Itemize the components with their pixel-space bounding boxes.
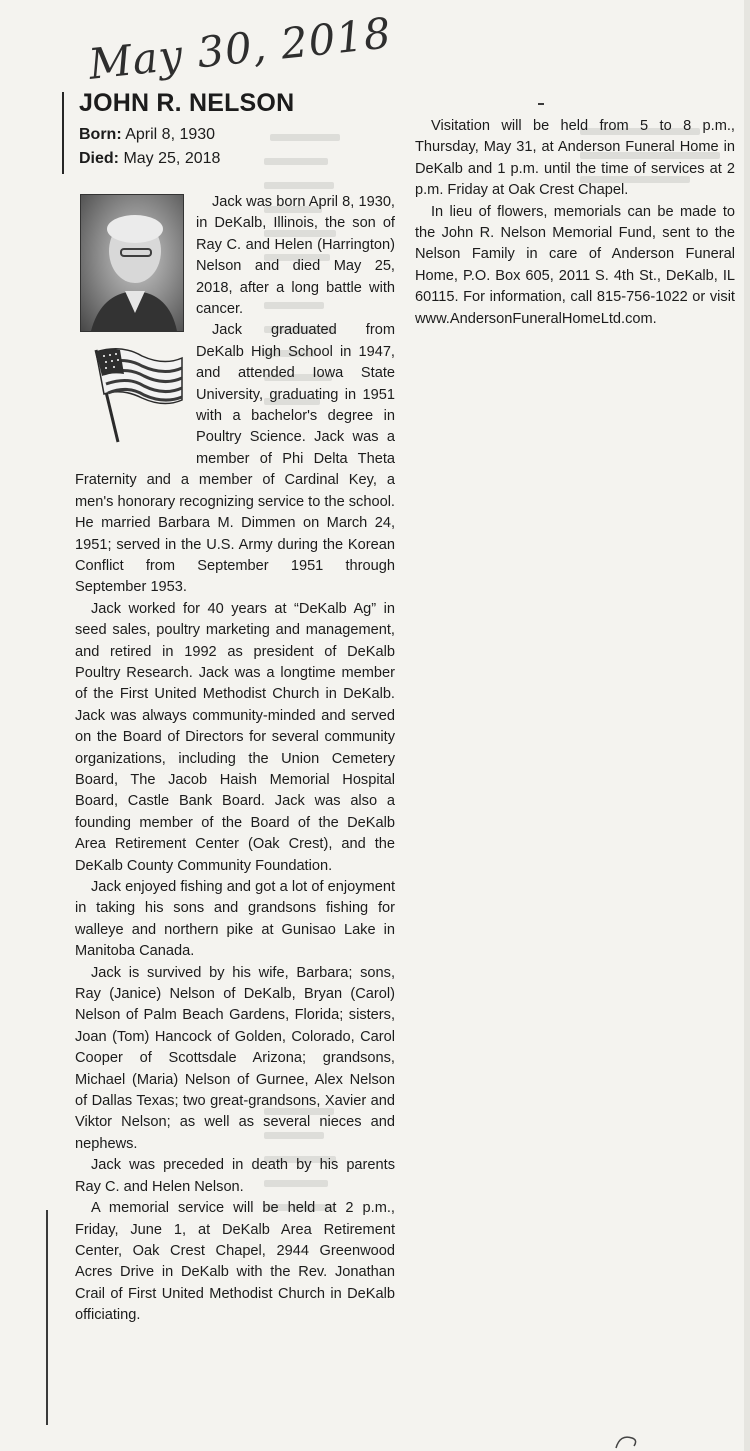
paragraph: Jack is survived by his wife, Barbara; sons, Ray (Janice) Nelson of DeKalb, Bryan (Carol) Nelson of Palm Beach Gardens, Florida; sisters, Joan (Tom) Hancock of Golden, Colorado, Carol Cooper of Scottsdale Arizona; grandsons, Michael (Maria) Nelson of Gurnee, Alex Nelson of Dallas Texas; two great-grandsons, Xavier and Viktor Nelson; as well as several nieces and nephews. [75,964,395,1152]
died-label: Died: [79,150,119,167]
stray-pen-mark [612,1432,642,1450]
died-date: May 25, 2018 [123,150,221,167]
margin-line [46,1210,48,1425]
obituary-column-left [75,192,395,1327]
paragraph: A memorial service will be held at 2 p.m., Friday, June 1, at DeKalb Area Retirement Center, Oak Crest Chapel, 2944 Greenwood Acres Drive in DeKalb with the Rev. Jonathan Crail of First United Methodist Church in DeKalb officiating. [75,1200,395,1324]
paragraph: Jack was born April 8, 1930, in DeKalb, Illinois, the son of Ray C. and Helen (Harrington) Nelson and died May 25, 2018, after a long battle with cancer. [196,194,395,318]
born-label: Born: [79,126,122,143]
paragraph: Jack enjoyed fishing and got a lot of enjoyment in taking his sons and grandsons fishing for walleye and northern pike at Gunisao Lake in Manitoba Canada. [75,879,395,960]
image-wrap-space [75,192,196,467]
handwritten-date: May 30, 2018 [86,8,394,89]
paragraph: In lieu of flowers, memorials can be made to the John R. Nelson Memorial Fund, sent to the Nelson Family in care of Anderson Funeral Home, P.O. Box 605, 2011 S. 4th St., DeKalb, IL 60115. For information, call 815-756-1022 or visit www.AndersonFuneralHomeLtd.com. [415,203,735,327]
scan-edge [744,0,750,1451]
died-line [79,147,220,171]
paragraph: Jack was preceded in death by his parents Ray C. and Helen Nelson. [75,1157,395,1195]
column-rule [62,92,64,174]
life-dates [79,123,220,171]
print-mark [538,103,544,105]
paragraph: Jack graduated from DeKalb High School in 1947, and attended Iowa State University, graduating in 1951 with a bachelor's degree in Poultry Science. Jack was a member of Phi Delta Theta Fraternity and a member of Cardinal Key, a men's honorary recognizing service to the school. He married Barbara M. Dimmen on March 24, 1951; served in the U.S. Army during the Korean Conflict from September 1951 through September 1953. [75,322,395,596]
born-line [79,123,220,147]
born-date: April 8, 1930 [125,126,216,143]
paragraph: Visitation will be held from 5 to 8 p.m., Thursday, May 31, at Anderson Funeral Home in DeKalb and 1 p.m. until the time of services at 2 p.m. Friday at Oak Crest Chapel. [415,118,735,199]
paragraph: Jack worked for 40 years at “DeKalb Ag” in seed sales, poultry marketing and management, and retired in 1992 as president of DeKalb Poultry Research. Jack was a longtime member of the First United Methodist Church in DeKalb. Jack was always community-minded and served on the Board of Directors for several community organizations, including the Union Cemetery Board, The Jacob Haish Memorial Hospital Board, Castle Bank Board. Jack was also a founding member of the Board of the DeKalb Area Retirement Center (Oak Crest), and the DeKalb County Community Foundation. [75,600,395,874]
obituary-column-right [415,116,735,330]
obituary-name: JOHN R. NELSON [79,89,295,117]
